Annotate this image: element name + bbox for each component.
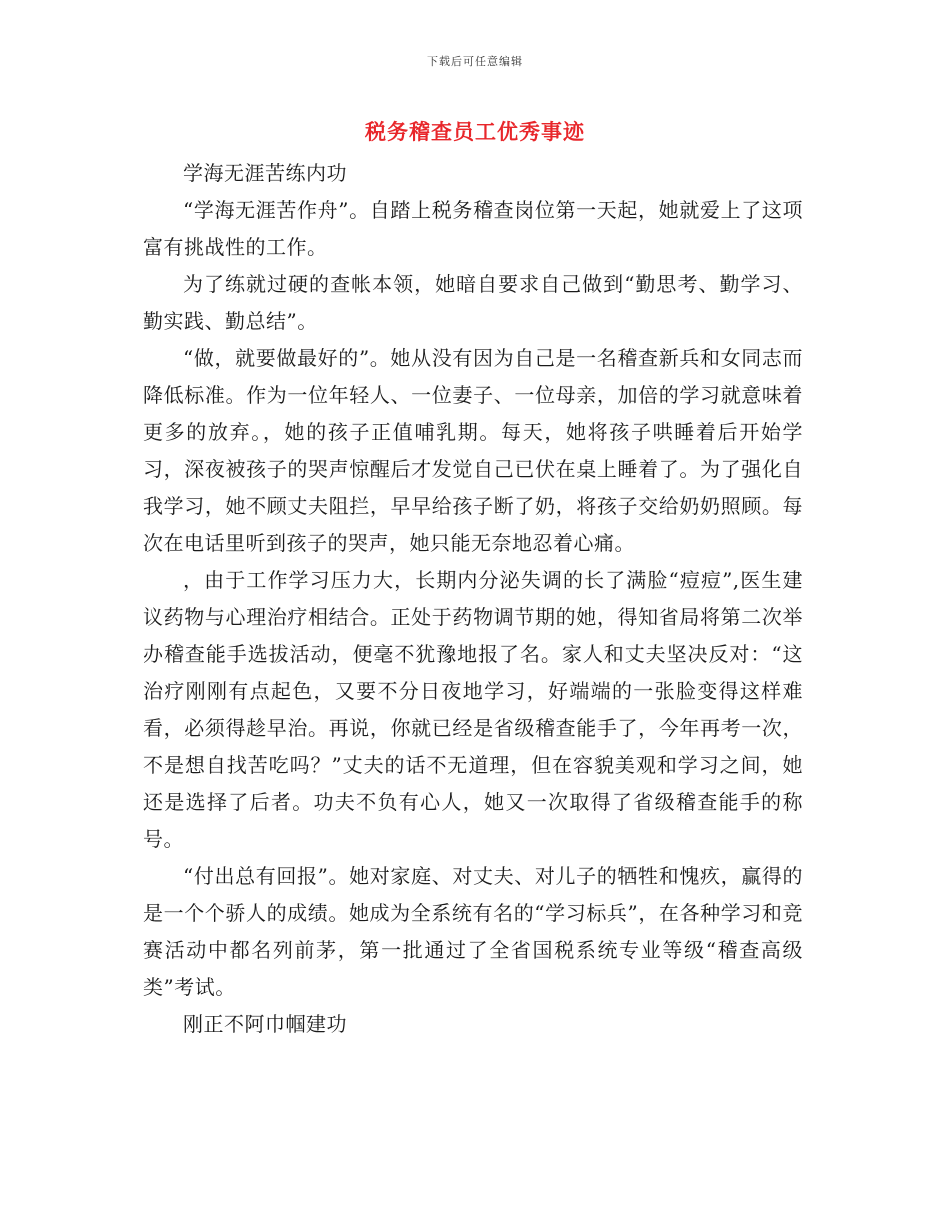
section-heading-integrity: 刚正不阿巾帼建功 [183,1012,347,1036]
section-heading-study: 学海无涯苦练内功 [183,161,347,185]
body-paragraph: “学海无涯苦作舟”。自踏上税务稽查岗位第一天起，她就爱上了这项富有挑战性的工作。 [143,198,803,259]
body-paragraph: “做，就要做最好的”。她从没有因为自己是一名稽查新兵和女同志而降低标准。作为一位年轻人、一位妻子、一位母亲，加倍的学习就意味着更多的放弃。，她的孩子正值哺乳期。每天，她将孩子哄睡着后开始学习，深夜被孩子的哭声惊醒后才发觉自己已伏在桌上睡着了。为了强化自我学习，她不顾丈夫阻拦，早早给孩子断了奶，将孩子交给奶奶照顾。每次在电话里听到孩子的哭声，她只能无奈地忍着心痛。 [143,346,803,555]
document-title: 税务稽查员工优秀事迹 [365,119,585,144]
body-paragraph: “付出总有回报”。她对家庭、对丈夫、对儿子的牺牲和愧疚，赢得的是一个个骄人的成绩。她成为全系统有名的“学习标兵”，在各种学习和竞赛活动中都名列前茅，第一批通过了全省国税系统专业等级“稽查高级类”考试。 [143,864,803,999]
body-paragraph: ，由于工作学习压力大，长期内分泌失调的长了满脸“痘痘”,医生建议药物与心理治疗相结合。正处于药物调节期的她，得知省局将第二次举办稽查能手选拔活动，便毫不犹豫地报了名。家人和丈夫坚决反对：“这治疗刚刚有点起色，又要不分日夜地学习，好端端的一张脸变得这样难看，必须得趁早治。再说，你就已经是省级稽查能手了，今年再考一次，不是想自找苦吃吗？”丈夫的话不无道理，但在容貌美观和学习之间，她还是选择了后者。功夫不负有心人，她又一次取得了省级稽查能手的称号。 [143,568,803,851]
document-body [143,155,803,1043]
body-paragraph: 为了练就过硬的查帐本领，她暗自要求自己做到“勤思考、勤学习、勤实践、勤总结”。 [143,272,803,333]
page-header-note: 下载后可任意编辑 [427,55,523,68]
